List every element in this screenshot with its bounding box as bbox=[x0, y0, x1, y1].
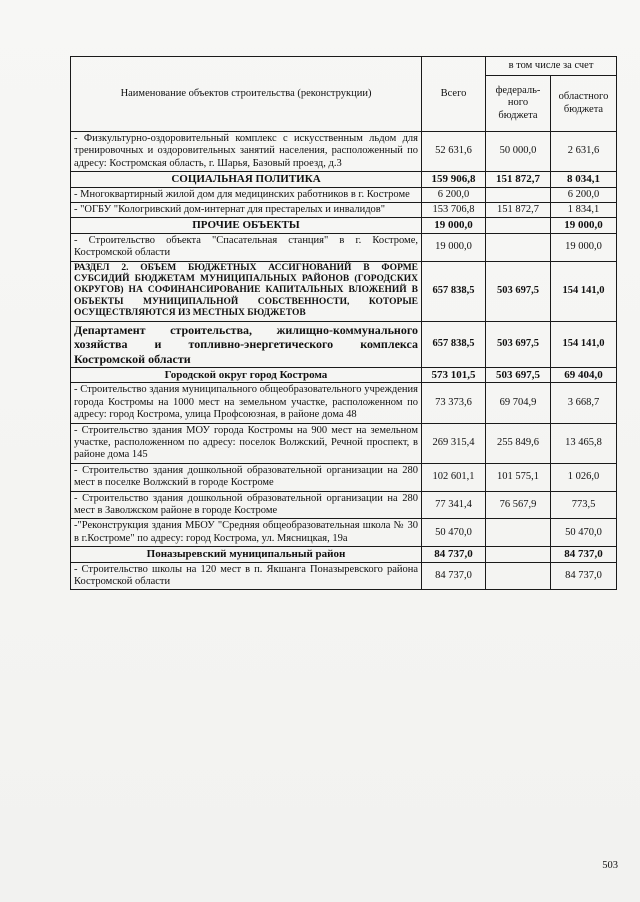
table-header bbox=[71, 57, 617, 132]
row-total: 77 341,4 bbox=[422, 491, 486, 519]
row-regional: 154 141,0 bbox=[551, 261, 617, 321]
header-regional: областного бюджета bbox=[551, 76, 617, 132]
table-row bbox=[71, 233, 617, 261]
row-total: 73 373,6 bbox=[422, 383, 486, 423]
row-name: - Строительство объекта "Спасательная станция" в г. Костроме, Костромской области bbox=[71, 233, 422, 261]
row-federal: 503 697,5 bbox=[486, 367, 551, 382]
row-regional: 773,5 bbox=[551, 491, 617, 519]
row-total: 84 737,0 bbox=[422, 562, 486, 590]
header-including: в том числе за счет bbox=[486, 57, 617, 76]
row-total: 19 000,0 bbox=[422, 233, 486, 261]
header-federal: федераль-ного бюджета bbox=[486, 76, 551, 132]
row-federal: 503 697,5 bbox=[486, 321, 551, 367]
row-total: 50 470,0 bbox=[422, 519, 486, 547]
row-name: -"Реконструкция здания МБОУ "Средняя общеобразовательная школа № 30 в г.Костроме" по адресу: город Кострома, ул. Мясницкая, 19а bbox=[71, 519, 422, 547]
row-federal bbox=[486, 547, 551, 562]
row-federal: 50 000,0 bbox=[486, 132, 551, 172]
row-federal bbox=[486, 233, 551, 261]
row-regional: 8 034,1 bbox=[551, 172, 617, 187]
table-row bbox=[71, 187, 617, 202]
table-row bbox=[71, 463, 617, 491]
row-regional: 19 000,0 bbox=[551, 218, 617, 233]
row-name: - Строительство здания дошкольной образовательной организации на 280 мест в поселке Волжский в городе Костроме bbox=[71, 463, 422, 491]
row-name: РАЗДЕЛ 2. ОБЪЕМ БЮДЖЕТНЫХ АССИГНОВАНИЙ В ФОРМЕ СУБСИДИЙ БЮДЖЕТАМ МУНИЦИПАЛЬНЫХ РАЙОНОВ (ГОРОДСКИХ ОКРУГОВ) НА СОФИНАНСИРОВАНИЕ КАПИТАЛЬНЫХ ВЛОЖЕНИЙ В ОБЪЕКТЫ МУНИЦИПАЛЬНОЙ СОБСТВЕННОСТИ, КОТОРЫЕ ОСУЩЕСТВЛЯЮТСЯ ИЗ МЕСТНЫХ БЮДЖЕТОВ bbox=[71, 261, 422, 321]
header-row-top bbox=[71, 57, 617, 76]
row-regional: 1 026,0 bbox=[551, 463, 617, 491]
row-regional: 50 470,0 bbox=[551, 519, 617, 547]
row-federal: 69 704,9 bbox=[486, 383, 551, 423]
header-total: Всего bbox=[422, 57, 486, 132]
row-federal: 503 697,5 bbox=[486, 261, 551, 321]
row-name: - Физкультурно-оздоровительный комплекс с искусственным льдом для тренировочных и оздоровительных занятий населения, расположенный по адресу: Костромская область, г. Шарья, Базовый проезд, д.3 bbox=[71, 132, 422, 172]
row-name: - Строительство здания дошкольной образовательной организации на 280 мест в Заволжском районе в городе Костроме bbox=[71, 491, 422, 519]
row-federal bbox=[486, 218, 551, 233]
row-name: СОЦИАЛЬНАЯ ПОЛИТИКА bbox=[71, 172, 422, 187]
row-regional: 3 668,7 bbox=[551, 383, 617, 423]
row-regional: 84 737,0 bbox=[551, 562, 617, 590]
row-name: Департамент строительства, жилищно-коммунального хозяйства и топливно-энергетического комплекса Костромской области bbox=[71, 321, 422, 367]
row-federal: 255 849,6 bbox=[486, 423, 551, 463]
row-total: 84 737,0 bbox=[422, 547, 486, 562]
row-name: - Строительство здания МОУ города Костромы на 900 мест на земельном участке, расположенном по адресу: поселок Волжский, Речной проспект, в районе дома 145 bbox=[71, 423, 422, 463]
row-name: Городской округ город Кострома bbox=[71, 367, 422, 382]
row-total: 153 706,8 bbox=[422, 203, 486, 218]
row-name: - "ОГБУ "Кологривский дом-интернат для престарелых и инвалидов" bbox=[71, 203, 422, 218]
row-federal bbox=[486, 562, 551, 590]
row-regional: 6 200,0 bbox=[551, 187, 617, 202]
row-total: 159 906,8 bbox=[422, 172, 486, 187]
budget-table bbox=[70, 56, 617, 590]
row-total: 573 101,5 bbox=[422, 367, 486, 382]
row-federal: 151 872,7 bbox=[486, 203, 551, 218]
row-total: 657 838,5 bbox=[422, 321, 486, 367]
row-name: - Многоквартирный жилой дом для медицинских работников в г. Костроме bbox=[71, 187, 422, 202]
row-total: 52 631,6 bbox=[422, 132, 486, 172]
table-row bbox=[71, 562, 617, 590]
table-row bbox=[71, 423, 617, 463]
row-total: 19 000,0 bbox=[422, 218, 486, 233]
table-row-section bbox=[71, 547, 617, 562]
row-total: 269 315,4 bbox=[422, 423, 486, 463]
row-regional: 1 834,1 bbox=[551, 203, 617, 218]
table-body bbox=[71, 132, 617, 590]
table-row-section bbox=[71, 367, 617, 382]
header-name: Наименование объектов строительства (реконструкции) bbox=[71, 57, 422, 132]
row-regional: 19 000,0 bbox=[551, 233, 617, 261]
row-federal: 151 872,7 bbox=[486, 172, 551, 187]
row-name: ПРОЧИЕ ОБЪЕКТЫ bbox=[71, 218, 422, 233]
row-regional: 154 141,0 bbox=[551, 321, 617, 367]
table-row bbox=[71, 491, 617, 519]
row-total: 102 601,1 bbox=[422, 463, 486, 491]
row-federal bbox=[486, 519, 551, 547]
table-row bbox=[71, 383, 617, 423]
table-row-section bbox=[71, 172, 617, 187]
row-total: 657 838,5 bbox=[422, 261, 486, 321]
row-regional: 2 631,6 bbox=[551, 132, 617, 172]
table-row-section bbox=[71, 218, 617, 233]
row-name: Поназыревский муниципальный район bbox=[71, 547, 422, 562]
row-regional: 69 404,0 bbox=[551, 367, 617, 382]
table-row-dept bbox=[71, 321, 617, 367]
row-name: - Строительство здания муниципального общеобразовательного учреждения города Костромы на 1000 мест на земельном участке, расположенном по адресу: город Кострома, улица Профсоюзная, в районе дома 48 bbox=[71, 383, 422, 423]
table-row bbox=[71, 519, 617, 547]
table-row-razdel bbox=[71, 261, 617, 321]
row-regional: 84 737,0 bbox=[551, 547, 617, 562]
table-row bbox=[71, 203, 617, 218]
row-federal: 76 567,9 bbox=[486, 491, 551, 519]
row-regional: 13 465,8 bbox=[551, 423, 617, 463]
row-federal: 101 575,1 bbox=[486, 463, 551, 491]
page-number: 503 bbox=[602, 860, 618, 871]
row-total: 6 200,0 bbox=[422, 187, 486, 202]
row-federal bbox=[486, 187, 551, 202]
row-name: - Строительство школы на 120 мест в п. Якшанга Поназыревского района Костромской области bbox=[71, 562, 422, 590]
table-row bbox=[71, 132, 617, 172]
